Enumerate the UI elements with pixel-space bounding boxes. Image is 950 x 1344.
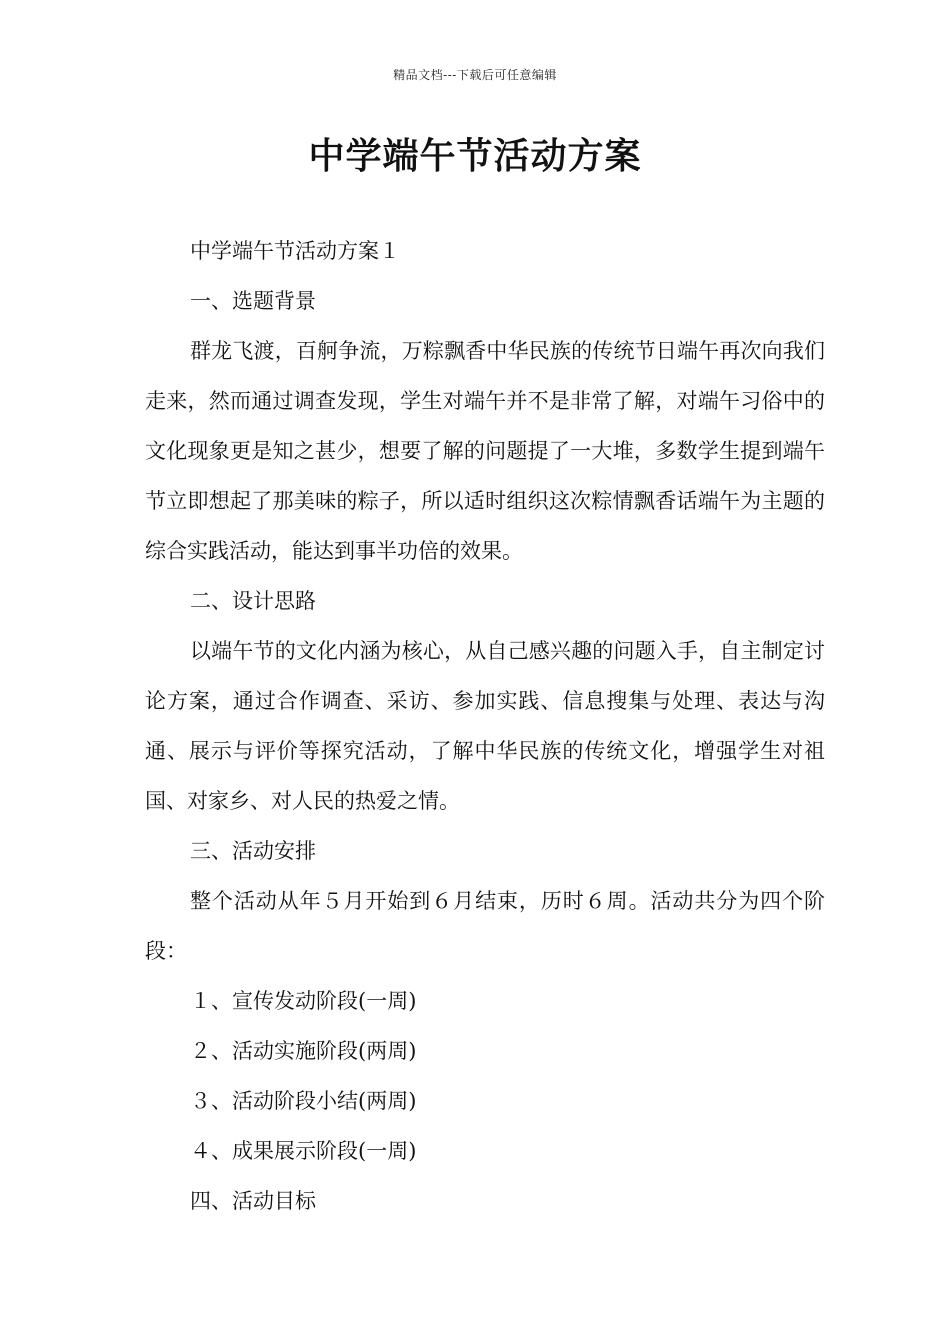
document-title: 中学端午节活动方案	[308, 136, 642, 177]
section-heading-background: 一、选题背景	[190, 289, 316, 313]
plan-label: 中学端午节活动方案１	[190, 239, 400, 263]
list-item: ４、成果展示阶段(一周)	[190, 1139, 417, 1163]
paragraph-arrangement: 整个活动从年５月开始到６月结束，历时６周。活动共分为四个阶段：	[145, 889, 825, 963]
section-heading-design: 二、设计思路	[190, 589, 316, 613]
list-item: ３、活动阶段小结(两周)	[190, 1089, 417, 1113]
list-item: １、宣传发动阶段(一周)	[190, 989, 417, 1013]
document-body	[145, 226, 825, 1226]
header-note: 精品文档---下载后可任意编辑	[393, 68, 557, 82]
section-heading-goals: 四、活动目标	[190, 1189, 316, 1213]
paragraph-background: 群龙飞渡，百舸争流，万粽飘香中华民族的传统节日端午再次向我们走来，然而通过调查发现，学生对端午并不是非常了解，对端午习俗中的文化现象更是知之甚少，想要了解的问题提了一大堆，多数学生提到端午节立即想起了那美味的粽子，所以适时组织这次粽情飘香话端午为主题的综合实践活动，能达到事半功倍的效果。	[145, 339, 825, 563]
section-heading-arrangement: 三、活动安排	[190, 839, 316, 863]
list-item: ２、活动实施阶段(两周)	[190, 1039, 417, 1063]
paragraph-design: 以端午节的文化内涵为核心，从自己感兴趣的问题入手，自主制定讨论方案，通过合作调查、采访、参加实践、信息搜集与处理、表达与沟通、展示与评价等探究活动，了解中华民族的传统文化，增强学生对祖国、对家乡、对人民的热爱之情。	[145, 639, 825, 813]
